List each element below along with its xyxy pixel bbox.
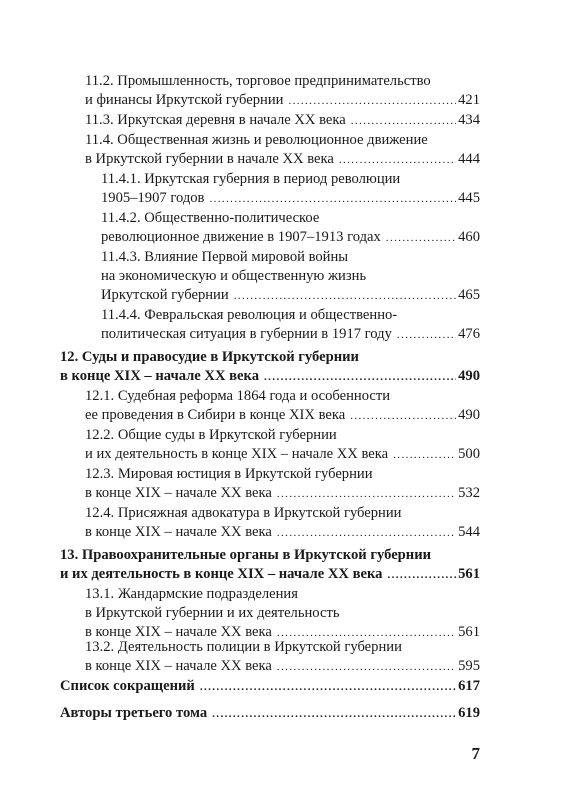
dot-leader <box>288 92 456 111</box>
toc-entry <box>101 248 480 306</box>
toc-entry <box>85 426 480 465</box>
toc-entry <box>101 209 480 248</box>
toc-entry-last-line <box>60 367 480 387</box>
toc-entry-last-line <box>85 91 480 111</box>
toc-entry-last-line <box>85 150 480 170</box>
toc-entry <box>85 465 480 504</box>
toc-page-number: 544 <box>458 524 480 540</box>
toc-entry-line: 12.1. Судебная реформа 1864 года и особенности <box>85 388 391 404</box>
toc-entry-line: в конце XIX – начале XX века <box>60 368 259 384</box>
toc-entry-line: в Иркутской губернии и их деятельность <box>85 605 340 621</box>
toc-entry-line: 11.4. Общественная жизнь и революционное движение <box>85 132 428 148</box>
toc-page-number: 500 <box>458 446 480 462</box>
toc-entry-last-line <box>60 565 480 585</box>
toc-entry <box>85 504 480 543</box>
toc-entry-line: 1905–1907 годов <box>101 190 205 206</box>
toc-entry-last-line <box>85 657 480 677</box>
toc-entry-line: 12.4. Присяжная адвокатура в Иркутской губернии <box>85 505 402 521</box>
toc-page-number: 465 <box>458 287 480 303</box>
toc-entry-line: Список сокращений <box>60 678 195 694</box>
toc-page-number: 444 <box>458 151 480 167</box>
toc-entry-line: 12. Суды и правосудие в Иркутской губернии <box>60 349 359 365</box>
toc-page-number: 595 <box>458 658 480 674</box>
toc-entry-line: Иркутской губернии <box>101 287 229 303</box>
toc-entry-line: ее проведения в Сибири в конце XIX века <box>85 407 346 423</box>
toc-entry <box>85 585 480 643</box>
toc-entry-line: и их деятельность в конце XIX – начале XX века <box>60 566 383 582</box>
toc-entry-last-line <box>101 228 480 248</box>
toc-entry-last-line <box>101 325 480 345</box>
dot-leader <box>264 368 456 387</box>
toc-entry-last-line <box>85 111 480 131</box>
toc-page-number: 490 <box>458 368 480 384</box>
toc-entry-line: на экономическую и общественную жизнь <box>101 268 367 284</box>
toc-entry <box>60 546 480 585</box>
toc-entry-line: революционное движение в 1907–1913 годах <box>101 229 381 245</box>
dot-leader <box>200 678 456 697</box>
toc-entry <box>60 677 480 697</box>
page-number: 7 <box>471 744 480 763</box>
toc-entry-line: Авторы третьего тома <box>60 705 208 721</box>
toc-page-number: 490 <box>458 407 480 423</box>
toc-entry-line: 11.2. Промышленность, торговое предпринимательство <box>85 73 431 89</box>
toc-page-number: 476 <box>458 326 480 342</box>
toc-page-number: 617 <box>458 678 480 694</box>
toc-entry-line: 11.4.3. Влияние Первой мировой войны <box>101 249 349 265</box>
toc-entry <box>60 704 480 724</box>
toc-page-number: 421 <box>458 92 480 108</box>
toc-entry <box>60 348 480 387</box>
toc-entry-line: и финансы Иркутской губернии <box>85 92 284 108</box>
dot-leader <box>277 658 456 677</box>
toc-entry-line: 11.4.4. Февральская революция и общественно- <box>101 307 398 323</box>
toc-page-number: 445 <box>458 190 480 206</box>
toc-entry <box>85 638 480 677</box>
toc-entry-last-line <box>101 189 480 209</box>
dot-leader <box>339 151 456 170</box>
toc-entry-last-line <box>101 286 480 306</box>
toc-page-number: 619 <box>458 705 480 721</box>
toc-entry-line: 11.4.1. Иркутская губерния в период революции <box>101 171 401 187</box>
toc-entry <box>101 170 480 209</box>
dot-leader <box>212 705 456 724</box>
dot-leader <box>234 287 456 306</box>
toc-entry-line: в конце XIX – начале XX века <box>85 524 272 540</box>
toc-entry-line: и их деятельность в конце XIX – начале XX века <box>85 446 389 462</box>
toc-page-number: 434 <box>458 112 480 128</box>
toc-entry-last-line <box>85 445 480 465</box>
toc-page-number: 532 <box>458 485 480 501</box>
dot-leader <box>209 190 456 209</box>
toc-entry-line: в конце XIX – начале XX века <box>85 485 272 501</box>
toc-entry <box>101 306 480 345</box>
toc-page-number: 460 <box>458 229 480 245</box>
toc-entry-line: в конце XIX – начале XX века <box>85 624 272 640</box>
toc-entry-line: 13.1. Жандармские подразделения <box>85 586 298 602</box>
toc-entry <box>85 72 480 111</box>
dot-leader <box>393 446 456 465</box>
toc-entry-line: 11.4.2. Общественно-политическое <box>101 210 320 226</box>
toc-entry <box>85 131 480 170</box>
toc-page-number: 561 <box>458 566 480 582</box>
toc-entry <box>85 111 480 131</box>
toc-entry-line: политическая ситуация в губернии в 1917 году <box>101 326 392 342</box>
toc-entry-line: 12.3. Мировая юстиция в Иркутской губернии <box>85 466 373 482</box>
dot-leader <box>350 407 456 426</box>
toc-entry-last-line <box>85 523 480 543</box>
dot-leader <box>386 229 456 248</box>
toc-entry-line: 13.2. Деятельность полиции в Иркутской губернии <box>85 639 402 655</box>
toc-entry-last-line <box>60 677 480 697</box>
dot-leader <box>277 524 456 543</box>
toc-entry-line: 13. Правоохранительные органы в Иркутской губернии <box>60 547 432 563</box>
toc-entry-last-line <box>85 406 480 426</box>
toc-entry-line: в конце XIX – начале XX века <box>85 658 272 674</box>
dot-leader <box>387 566 456 585</box>
dot-leader <box>397 326 456 345</box>
toc-entry <box>85 387 480 426</box>
toc-page-number: 561 <box>458 624 480 640</box>
toc-entry-line: 11.3. Иркутская деревня в начале XX века <box>85 112 346 128</box>
dot-leader <box>277 485 456 504</box>
toc-entry-last-line <box>85 484 480 504</box>
toc-entry-last-line <box>60 704 480 724</box>
dot-leader <box>351 112 456 131</box>
toc-entry-line: 12.2. Общие суды в Иркутской губернии <box>85 427 337 443</box>
toc-entry-line: в Иркутской губернии в начале XX века <box>85 151 334 167</box>
